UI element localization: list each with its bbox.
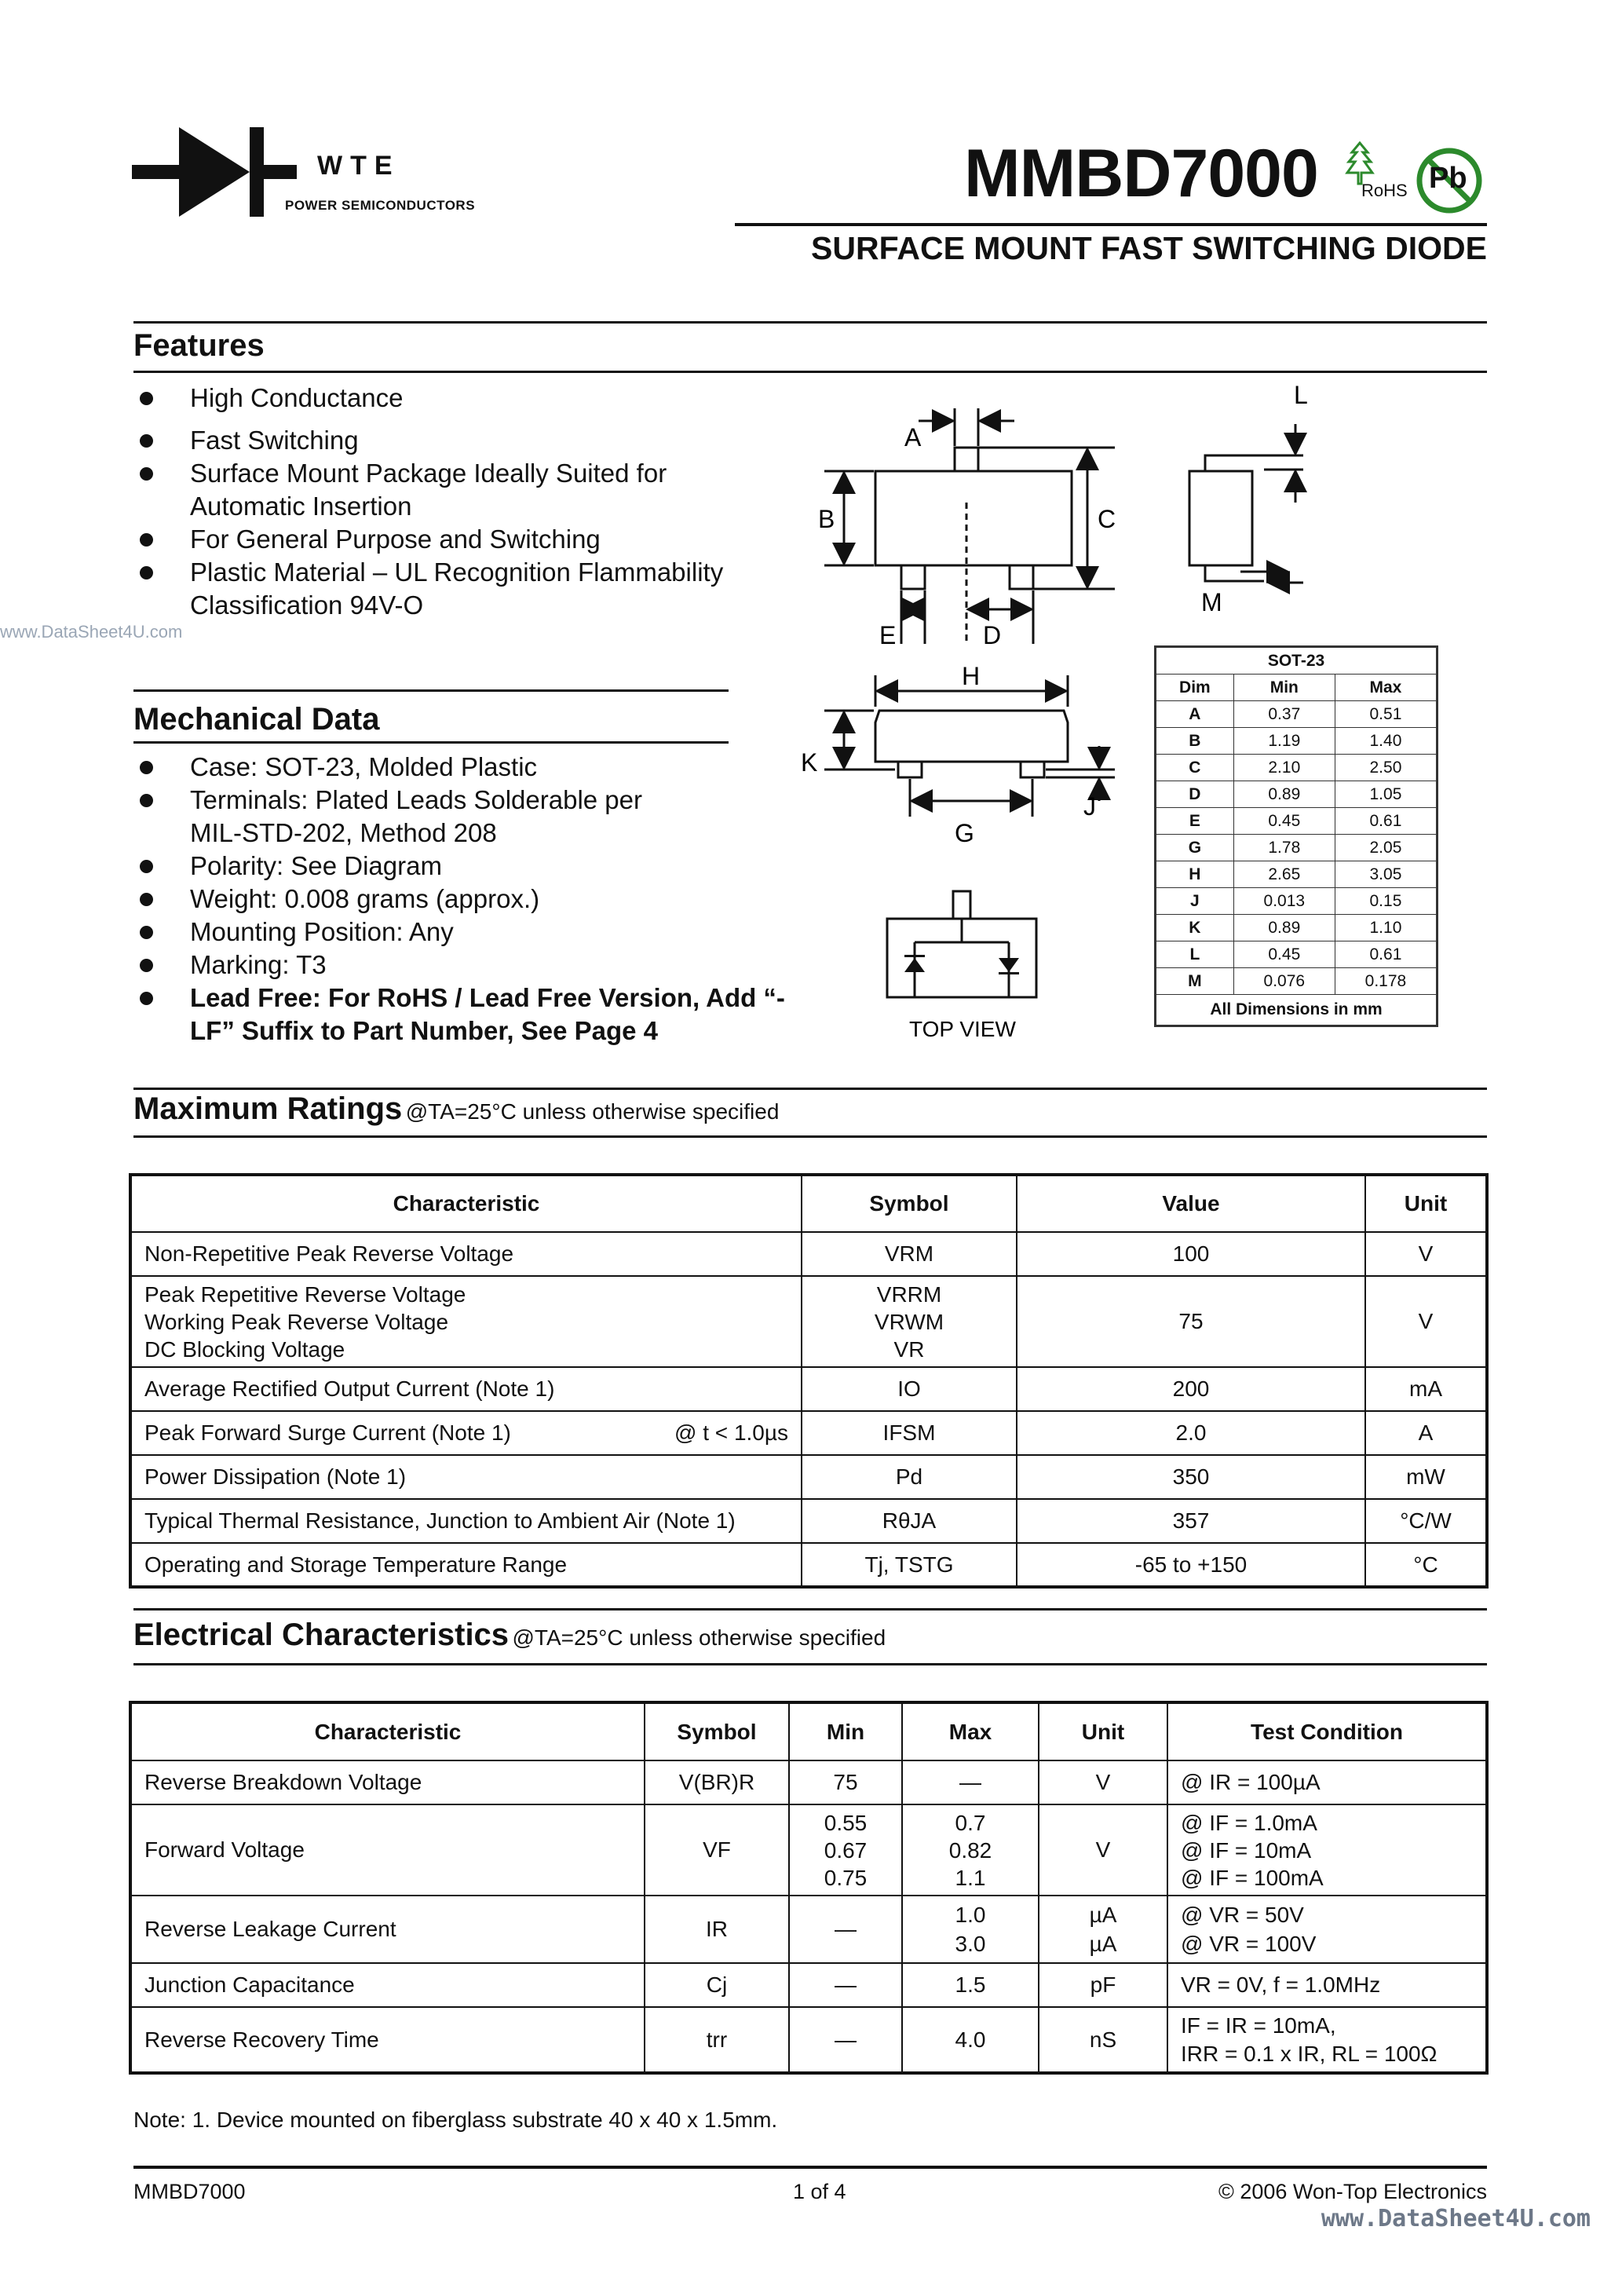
dim-label-b: B — [818, 505, 835, 533]
dim-label-g: G — [955, 819, 974, 847]
table-row: H 2.65 3.05 — [1156, 861, 1438, 888]
top-view-label: TOP VIEW — [909, 1017, 1016, 1041]
dim-label-j: J — [1083, 792, 1096, 821]
list-item: Marking: T3 — [132, 949, 807, 982]
table-row: J 0.013 0.15 — [1156, 888, 1438, 915]
list-item: Mounting Position: Any — [132, 916, 807, 949]
table-row: Reverse Recovery Time trr — 4.0 nS IF = IR = 10mA, IRR = 0.1 x IR, RL = 100Ω — [130, 2007, 1487, 2073]
dim-label-h: H — [962, 662, 981, 690]
electrical-bottom-rule — [133, 1663, 1487, 1665]
page-number: 1 of 4 — [793, 2180, 846, 2203]
table-row: Operating and Storage Temperature Range Tj, TSTG -65 to +150 °C — [130, 1543, 1487, 1587]
bullet-icon — [140, 992, 153, 1005]
watermark-left: www.DataSheet4U.com — [0, 622, 183, 642]
list-item: High Conductance — [132, 382, 807, 415]
rohs-badge — [1344, 141, 1407, 204]
max-ratings-title: Maximum Ratings — [133, 1091, 403, 1126]
part-number: MMBD7000 — [964, 136, 1318, 211]
column-header: Min — [789, 1702, 902, 1760]
dim-label-k: K — [801, 748, 818, 777]
features-bottom-rule — [133, 371, 1487, 373]
table-row: E 0.45 0.61 — [1156, 808, 1438, 835]
max-ratings-bottom-rule — [133, 1135, 1487, 1138]
footer-part-number: MMBD7000 — [133, 2180, 246, 2203]
max-ratings-condition: @TA=25°C unless otherwise specified — [405, 1099, 780, 1124]
electrical-condition: @TA=25°C unless otherwise specified — [512, 1625, 886, 1650]
bullet-icon — [140, 893, 153, 906]
header-rule — [735, 223, 1487, 226]
column-header: Dim — [1156, 675, 1234, 701]
dimension-table-title: SOT-23 — [1156, 647, 1438, 675]
max-ratings-table — [129, 1173, 1489, 1589]
column-header: Characteristic — [130, 1175, 802, 1232]
bullet-icon — [140, 860, 153, 873]
dimension-table-footer: All Dimensions in mm — [1156, 995, 1438, 1026]
bullet-icon — [140, 794, 153, 807]
mechanical-list — [132, 751, 807, 1047]
bullet-icon — [140, 392, 153, 405]
electrical-top-rule — [133, 1608, 1487, 1610]
mechanical-bottom-rule — [133, 741, 729, 744]
max-ratings-heading — [133, 1091, 779, 1127]
table-row: C 2.10 2.50 — [1156, 755, 1438, 781]
list-item: Case: SOT-23, Molded Plastic — [132, 751, 807, 784]
table-row: Power Dissipation (Note 1) Pd 350 mW — [130, 1455, 1487, 1499]
features-title: Features — [133, 328, 265, 363]
dim-label-e: E — [879, 621, 897, 649]
features-top-rule — [133, 321, 1487, 324]
pb-label: Pb — [1429, 162, 1467, 195]
pb-free-badge — [1415, 146, 1484, 215]
table-row: K 0.89 1.10 — [1156, 915, 1438, 941]
column-header: Max — [1335, 675, 1437, 701]
product-subtitle: SURFACE MOUNT FAST SWITCHING DIODE — [811, 230, 1487, 266]
list-item: Plastic Material – UL Recognition Flammability Classification 94V-O — [132, 556, 807, 622]
watermark-footer: www.DataSheet4U.com — [1321, 2205, 1591, 2232]
logo-text: WTE — [317, 151, 400, 181]
table-row: M 0.076 0.178 — [1156, 968, 1438, 995]
column-header: Characteristic — [130, 1702, 645, 1760]
list-item: Terminals: Plated Leads Solderable per MIL-STD-202, Method 208 — [132, 784, 807, 850]
list-item: For General Purpose and Switching — [132, 523, 807, 556]
bullet-icon — [140, 434, 153, 448]
diode-logo-icon — [132, 126, 297, 218]
table-row: Forward Voltage VF 0.55 0.67 0.75 0.7 0.82 1.1 V @ IF = 1.0mA @ IF = 10mA @ IF = 100mA — [130, 1804, 1487, 1896]
mechanical-title: Mechanical Data — [133, 702, 380, 737]
list-item: Lead Free: For RoHS / Lead Free Version, Add “-LF” Suffix to Part Number, See Page 4 — [132, 982, 807, 1047]
dimension-table — [1154, 645, 1438, 1027]
company-logo — [132, 126, 477, 220]
mechanical-top-rule — [133, 689, 729, 692]
dim-label-l: L — [1294, 381, 1308, 409]
tree-icon — [1344, 141, 1375, 185]
table-row: Peak Forward Surge Current (Note 1) @ t < 1.0µs IFSM 2.0 A — [130, 1411, 1487, 1455]
dim-label-a: A — [904, 423, 922, 452]
bullet-icon — [140, 761, 153, 774]
bullet-icon — [140, 467, 153, 481]
table-row: G 1.78 2.05 — [1156, 835, 1438, 861]
max-ratings-top-rule — [133, 1088, 1487, 1090]
column-header: Unit — [1365, 1175, 1487, 1232]
electrical-table — [129, 1701, 1489, 2075]
table-row: A 0.37 0.51 — [1156, 701, 1438, 728]
bullet-icon — [140, 926, 153, 939]
electrical-heading — [133, 1618, 886, 1653]
list-item: Weight: 0.008 grams (approx.) — [132, 883, 807, 916]
bullet-icon — [140, 566, 153, 579]
table-row: Reverse Breakdown Voltage V(BR)R 75 — V @ IR = 100µA — [130, 1760, 1487, 1804]
table-row: Junction Capacitance Cj — 1.5 pF VR = 0V, f = 1.0MHz — [130, 1963, 1487, 2007]
column-header: Value — [1017, 1175, 1365, 1232]
footnote: Note: 1. Device mounted on fiberglass substrate 40 x 40 x 1.5mm. — [133, 2108, 778, 2132]
table-row: B 1.19 1.40 — [1156, 728, 1438, 755]
column-header: Test Condition — [1167, 1702, 1487, 1760]
dim-label-d: D — [983, 621, 1002, 649]
table-row: D 0.89 1.05 — [1156, 781, 1438, 808]
table-row: Peak Repetitive Reverse Voltage Working Peak Reverse Voltage DC Blocking Voltage VRRM VRWM VR 75 V — [130, 1276, 1487, 1367]
logo-subtext: POWER SEMICONDUCTORS — [285, 198, 476, 213]
column-header: Symbol — [802, 1175, 1017, 1232]
list-item: Polarity: See Diagram — [132, 850, 807, 883]
table-row: Reverse Leakage Current IR — 1.0 3.0 µA µA @ VR = 50V @ VR = 100V — [130, 1896, 1487, 1963]
table-row: L 0.45 0.61 — [1156, 941, 1438, 968]
list-item: Fast Switching — [132, 424, 807, 457]
dim-label-c: C — [1098, 505, 1116, 533]
table-row: Typical Thermal Resistance, Junction to Ambient Air (Note 1) RθJA 357 °C/W — [130, 1499, 1487, 1543]
column-header: Unit — [1039, 1702, 1167, 1760]
table-row: Non-Repetitive Peak Reverse Voltage VRM 100 V — [130, 1232, 1487, 1276]
list-item: Surface Mount Package Ideally Suited for Automatic Insertion — [132, 457, 807, 523]
footer-rule — [133, 2166, 1487, 2169]
column-header: Symbol — [645, 1702, 789, 1760]
copyright: © 2006 Won-Top Electronics — [1218, 2180, 1487, 2203]
features-list — [132, 382, 807, 622]
column-header: Max — [902, 1702, 1039, 1760]
rohs-label: RoHS — [1361, 181, 1408, 200]
electrical-title: Electrical Characteristics — [133, 1618, 510, 1652]
bullet-icon — [140, 533, 153, 547]
bullet-icon — [140, 959, 153, 972]
dim-label-m: M — [1201, 588, 1222, 616]
column-header: Min — [1233, 675, 1335, 701]
table-row: Average Rectified Output Current (Note 1) IO 200 mA — [130, 1367, 1487, 1411]
